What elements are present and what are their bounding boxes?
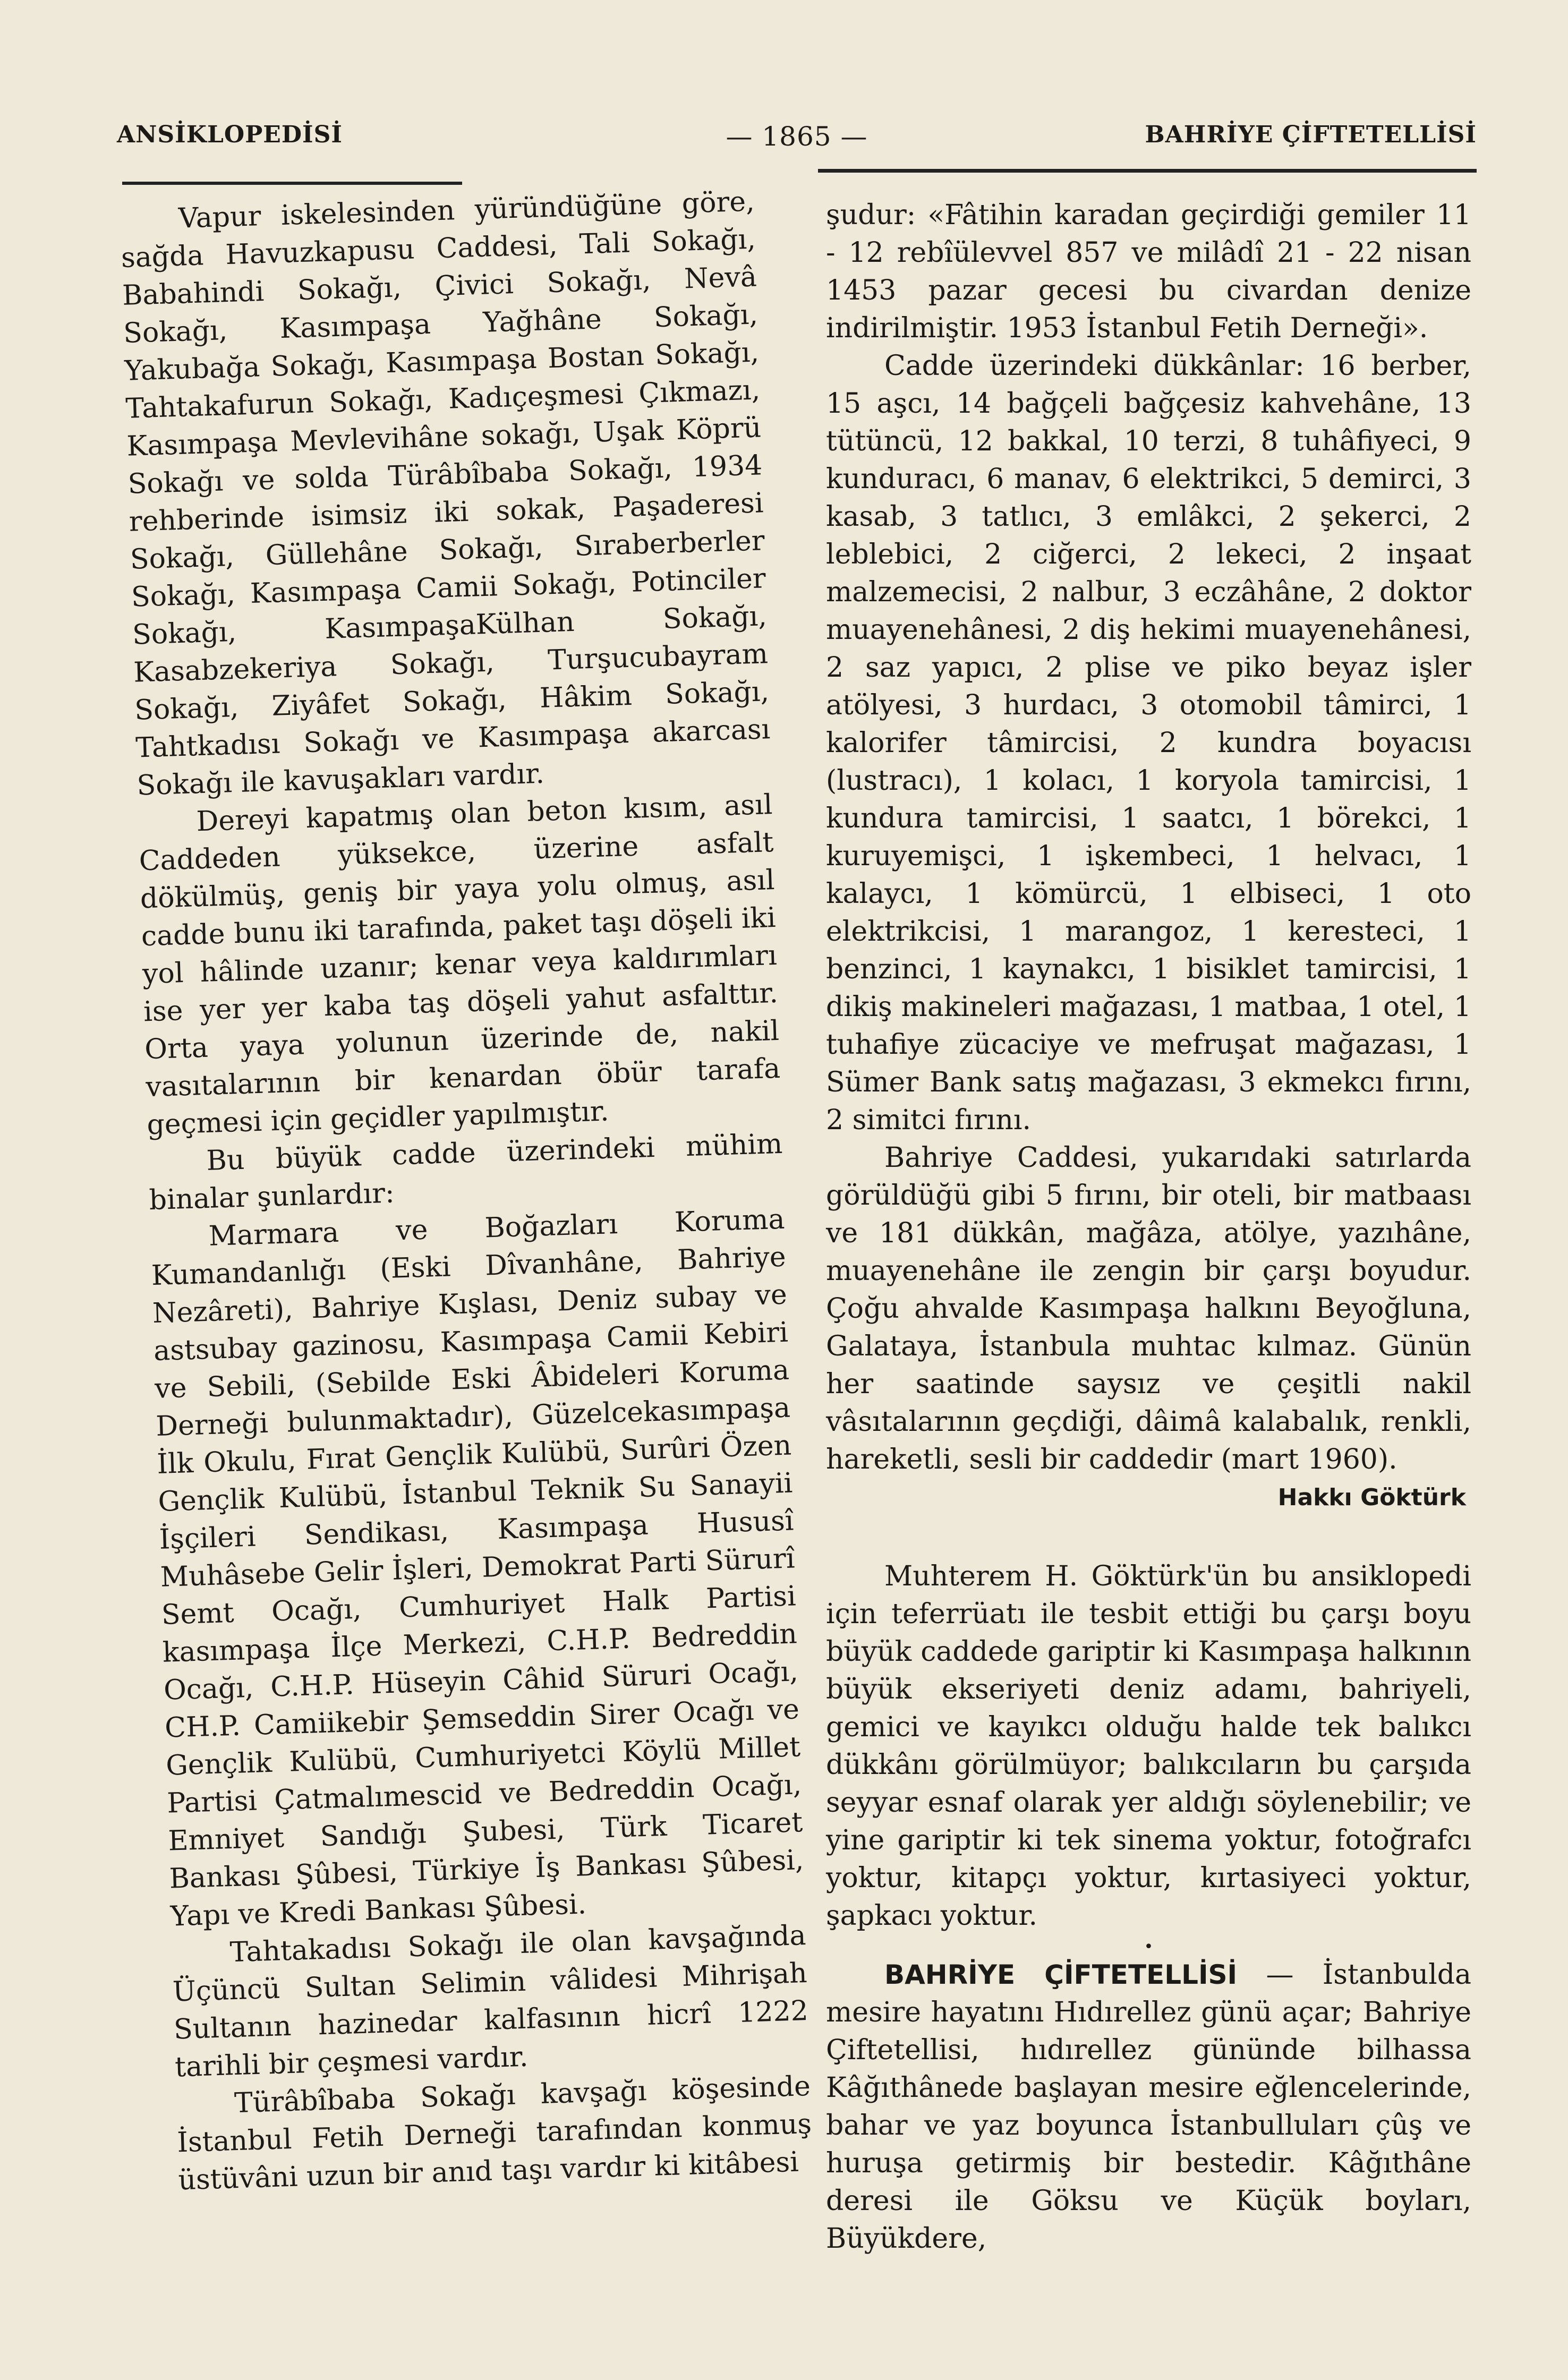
header-rule-right: [818, 169, 1477, 173]
entry-title: BAHRİYE ÇİFTETELLİSİ: [884, 1959, 1238, 1990]
page-header: [117, 121, 1477, 164]
running-head-right: BAHRİYE ÇİFTETELLİSİ: [1145, 121, 1477, 148]
entry-text: — İstanbulda mesire hayatını Hıdırellez günü açar; Bahriye Çiftetellisi, hıdırellez gününde bilhassa Kâğıthânede başlayan mesire eğlencelerinde, bahar ve yaz boyunca İstanbulluları çûş ve huruşa getirmiş bir bestedir. Kâğıthâne deresi ile Göksu ve Küçük boyları, Büyükdere,: [826, 1959, 1472, 2255]
section-separator: •: [1144, 1938, 1154, 1956]
paragraph: Muhterem H. Göktürk'ün bu ansiklopedi için teferrüatı ile tesbit ettiği bu çarşı boyu büyük caddede gariptir ki Kasımpaşa halkının büyük ekseriyeti deniz adamı, bahriyeli, gemici ve kayıkcı olduğu halde tek balıkcı dükkânı görülmüyor; balıkcıların bu çarşıda seyyar esnaf olarak yer aldığı söylenebilir; ve yine gariptir ki tek sinema yoktur, fotoğrafcı yoktur, kitapçı yoktur, kırtasiyeci yoktur, şapkacı yoktur.: [826, 1560, 1471, 1932]
paragraph: Cadde üzerindeki dükkânlar: 16 berber, 15 aşcı, 14 bağçeli bağçesiz kahvehâne, 13 tütüncü, 12 bakkal, 10 terzi, 8 tuhâfiyeci, 9 kunduracı, 6 manav, 6 elektrikci, 5 demirci, 3 kasab, 3 tatlıcı, 3 emlâkci, 2 şekerci, 2 leblebici, 2 ciğerci, 2 lekeci, 2 inşaat malzemecisi, 2 nalbur, 3 eczâhâne, 2 doktor muayenehânesi, 2 diş hekimi muayenehânesi, 2 saz yapıcı, 2 plise ve piko beyaz işler atölyesi, 3 hurdacı, 3 otomobil tâmirci, 1 kalorifer tâmircisi, 2 kundra boyacısı (lustracı), 1 kolacı, 1 koryola tamircisi, 1 kundura tamircisi, 1 saatcı, 1 börekci, 1 kuruyemişci, 1 işkembeci, 1 helvacı, 1 kalaycı, 1 kömürcü, 1 elbiseci, 1 oto elektrikcisi, 1 marangoz, 1 keresteci, 1 benzinci, 1 kaynakcı, 1 bisiklet tamircisi, 1 dikiş makineleri mağazası, 1 matbaa, 1 otel, 1 tuhafiye zücaciye ve mefruşat mağazası, 1 Sümer Bank satış mağazası, 3 ekmekcı fırını, 2 simitci fırını.: [826, 350, 1471, 1136]
paragraph: Dereyi kapatmış olan beton kısım, asıl Caddeden yüksekce, üzerine asfalt dökülmüş, geniş bir yaya yolu olmuş, asıl cadde bunu iki tarafında, paket taşı döşeli iki yol hâlinde uzanır; kenar veya kaldırımları ise yer yer kaba taş döşeli yahut asfalttır. Orta yaya yolunun üzerinde de, nakil vasıtalarının bir kenardan öbür tarafa geçmesi için geçidler yapılmıştır.: [138, 789, 781, 1141]
paragraph: şudur: «Fâtihin karadan geçirdiği gemiler 11 - 12 rebîülevvel 857 ve milâdî 21 - 22 nisan 1453 pazar gecesi bu civardan denize indirilmiştir. 1953 İstanbul Fetih Derneği».: [826, 199, 1471, 344]
paragraph: Türâbîbaba Sokağı kavşağı köşesinde İstanbul Fetih Derneği tarafından konmuş üstüvâni uzun bir anıd taşı vardır ki kitâbesi: [176, 2070, 812, 2197]
right-column: [826, 197, 1471, 2258]
paragraph: Bu büyük cadde üzerindeki mühim binalar şunlardır:: [148, 1128, 783, 1217]
left-column: [120, 183, 813, 2200]
header-rule-left: [122, 182, 462, 185]
paragraph: Vapur iskelesinden yüründüğüne göre, sağda Havuzkapusu Caddesi, Tali Sokağı, Babahindi Sokağı, Çivici Sokağı, Nevâ Sokağı, Kasımpaşa Yağhâne Sokağı, Yakubağa Sokağı, Kasımpaşa Bostan Sokağı, Tahtakafurun Sokağı, Kadıçeşmesi Çıkmazı, Kasımpaşa Mevlevihâne sokağı, Uşak Köprü Sokağı ve solda Türâbîbaba Sokağı, 1934 rehberinde isimsiz iki sokak, Paşaderesi Sokağı, Güllehâne Sokağı, Sıraberberler Sokağı, Kasımpaşa Camii Sokağı, Potinciler Sokağı, KasımpaşaKülhan Sokağı, Kasabzekeriya Sokağı, Turşucubayram Sokağı, Ziyâfet Sokağı, Hâkim Sokağı, Tahtkadısı Sokağı ve Kasımpaşa akarcası Sokağı ile kavuşakları vardır.: [121, 185, 771, 802]
paragraph: Tahtakadısı Sokağı ile olan kavşağında Üçüncü Sultan Selimin vâlidesi Mihrişah Sultanın hazinedar kalfasının hicrî 1222 tarihli bir çeşmesi vardır.: [172, 1920, 809, 2084]
author-signature: Hakkı Göktürk: [1277, 1484, 1466, 1511]
paragraph: Marmara ve Boğazları Koruma Kumandanlığı (Eski Dîvanhâne, Bahriye Nezâreti), Bahriye Kışlası, Deniz subay ve astsubay gazinosu, Kasımpaşa Camii Kebiri ve Sebili, (Sebilde Eski Âbideleri Koruma Derneği bulunmaktadır), Güzelcekasımpaşa İlk Okulu, Fırat Gençlik Kulübü, Surûri Özen Gençlik Kulübü, İstanbul Teknik Su Sanayii İşçileri Sendikası, Kasımpaşa Hususî Muhâsebe Gelir İşleri, Demokrat Parti Sürurî Semt Ocağı, Cumhuriyet Halk Partisi kasımpaşa İlçe Merkezi, C.H.P. Bedreddin Ocağı, C.H.P. Hüseyin Câhid Süruri Ocağı, CH.P. Camiikebir Şemseddin Sirer Ocağı ve Gençlik Kulübü, Cumhuriyetci Köylü Millet Partisi Çatmalımescid ve Bedreddin Ocağı, Emniyet Sandığı Şubesi, Türk Ticaret Bankası Şûbesi, Türkiye İş Bankası Şûbesi, Yapı ve Kredi Bankası Şûbesi.: [151, 1203, 805, 1933]
running-head-left: ANSİKLOPEDİSİ: [117, 121, 343, 148]
paragraph: Bahriye Caddesi, yukarıdaki satırlarda görüldüğü gibi 5 fırını, bir oteli, bir matbaası ve 181 dükkân, mağâza, atölye, yazıhâne, muayenehâne ile zengin bir çarşı boyudur. Çoğu ahvalde Kasımpaşa halkını Beyoğluna, Galataya, İstanbula muhtac kılmaz. Günün her saatinde saysız ve çeşitli nakil vâsıtalarının geçdiği, dâimâ kalabalık, renkli, hareketli, sesli bir caddedir (mart 1960).: [826, 1142, 1471, 1475]
entry-paragraph: [826, 1956, 1471, 2258]
page-number: — 1865 —: [726, 121, 868, 152]
